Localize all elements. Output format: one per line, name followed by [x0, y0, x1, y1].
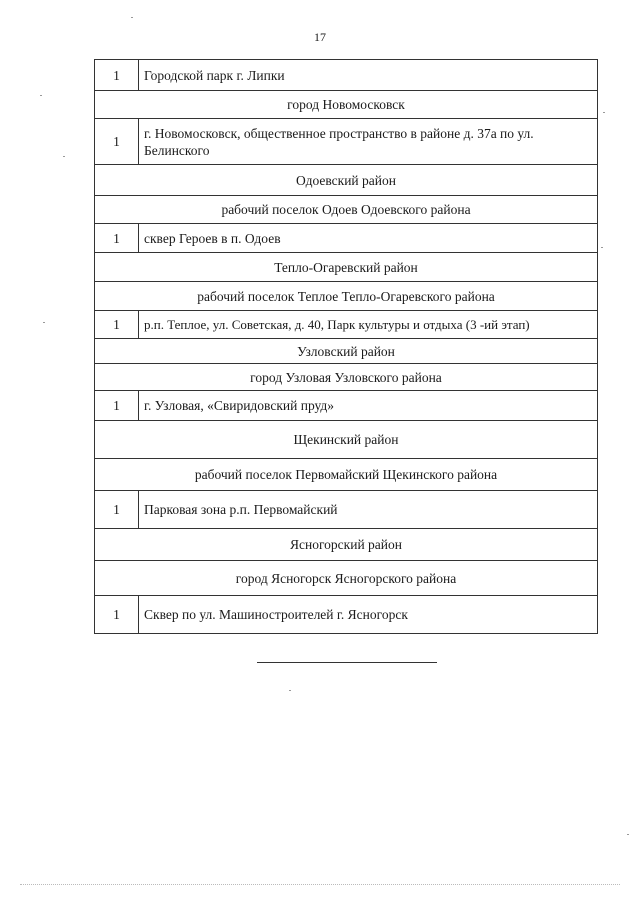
section-header-row — [95, 529, 598, 561]
section-header: Тепло-Огаревский район — [95, 253, 598, 282]
section-header: Ясногорский район — [95, 529, 598, 561]
section-header-row — [95, 165, 598, 196]
row-text: Сквер по ул. Машиностроителей г. Ясногорск — [139, 596, 598, 634]
section-header-row — [95, 339, 598, 364]
section-header-row — [95, 561, 598, 596]
row-text: г. Узловая, «Свиридовский пруд» — [139, 391, 598, 421]
table-row — [95, 60, 598, 91]
table-row — [95, 491, 598, 529]
section-header-row — [95, 282, 598, 311]
section-header: город Новомосковск — [95, 91, 598, 119]
scan-speck — [131, 17, 133, 18]
section-header: рабочий поселок Первомайский Щекинского района — [95, 459, 598, 491]
scan-edge-noise — [20, 884, 620, 885]
scan-speck — [603, 112, 605, 113]
table-row — [95, 311, 598, 339]
row-number: 1 — [95, 391, 139, 421]
row-text: Городской парк г. Липки — [139, 60, 598, 91]
row-text: сквер Героев в п. Одоев — [139, 224, 598, 253]
section-header: Одоевский район — [95, 165, 598, 196]
row-number: 1 — [95, 60, 139, 91]
scan-speck — [43, 322, 45, 323]
section-header: Щекинский район — [95, 421, 598, 459]
row-text: г. Новомосковск, общественное пространство в районе д. 37а по ул. Белинского — [139, 119, 598, 165]
section-header-row — [95, 196, 598, 224]
row-number: 1 — [95, 119, 139, 165]
section-header: город Узловая Узловского района — [95, 364, 598, 391]
row-text: р.п. Теплое, ул. Советская, д. 40, Парк культуры и отдыха (3 -ий этап) — [139, 311, 598, 339]
document-table — [94, 59, 598, 634]
scan-speck — [63, 156, 65, 157]
section-header-row — [95, 421, 598, 459]
scan-speck — [289, 690, 291, 691]
section-header: рабочий поселок Теплое Тепло-Огаревского района — [95, 282, 598, 311]
table-row — [95, 119, 598, 165]
row-number: 1 — [95, 224, 139, 253]
section-header: рабочий поселок Одоев Одоевского района — [95, 196, 598, 224]
page-number: 17 — [314, 30, 326, 44]
row-number: 1 — [95, 596, 139, 634]
section-header-row — [95, 459, 598, 491]
table-row — [95, 596, 598, 634]
scan-speck — [601, 247, 603, 248]
scan-speck — [40, 95, 42, 96]
row-number: 1 — [95, 311, 139, 339]
row-number: 1 — [95, 491, 139, 529]
section-header-row — [95, 364, 598, 391]
row-text: Парковая зона р.п. Первомайский — [139, 491, 598, 529]
table-row — [95, 391, 598, 421]
section-header: город Ясногорск Ясногорского района — [95, 561, 598, 596]
table-row — [95, 224, 598, 253]
scan-speck — [627, 834, 629, 835]
section-header-row — [95, 91, 598, 119]
end-separator-line — [257, 662, 437, 663]
section-header: Узловский район — [95, 339, 598, 364]
section-header-row — [95, 253, 598, 282]
